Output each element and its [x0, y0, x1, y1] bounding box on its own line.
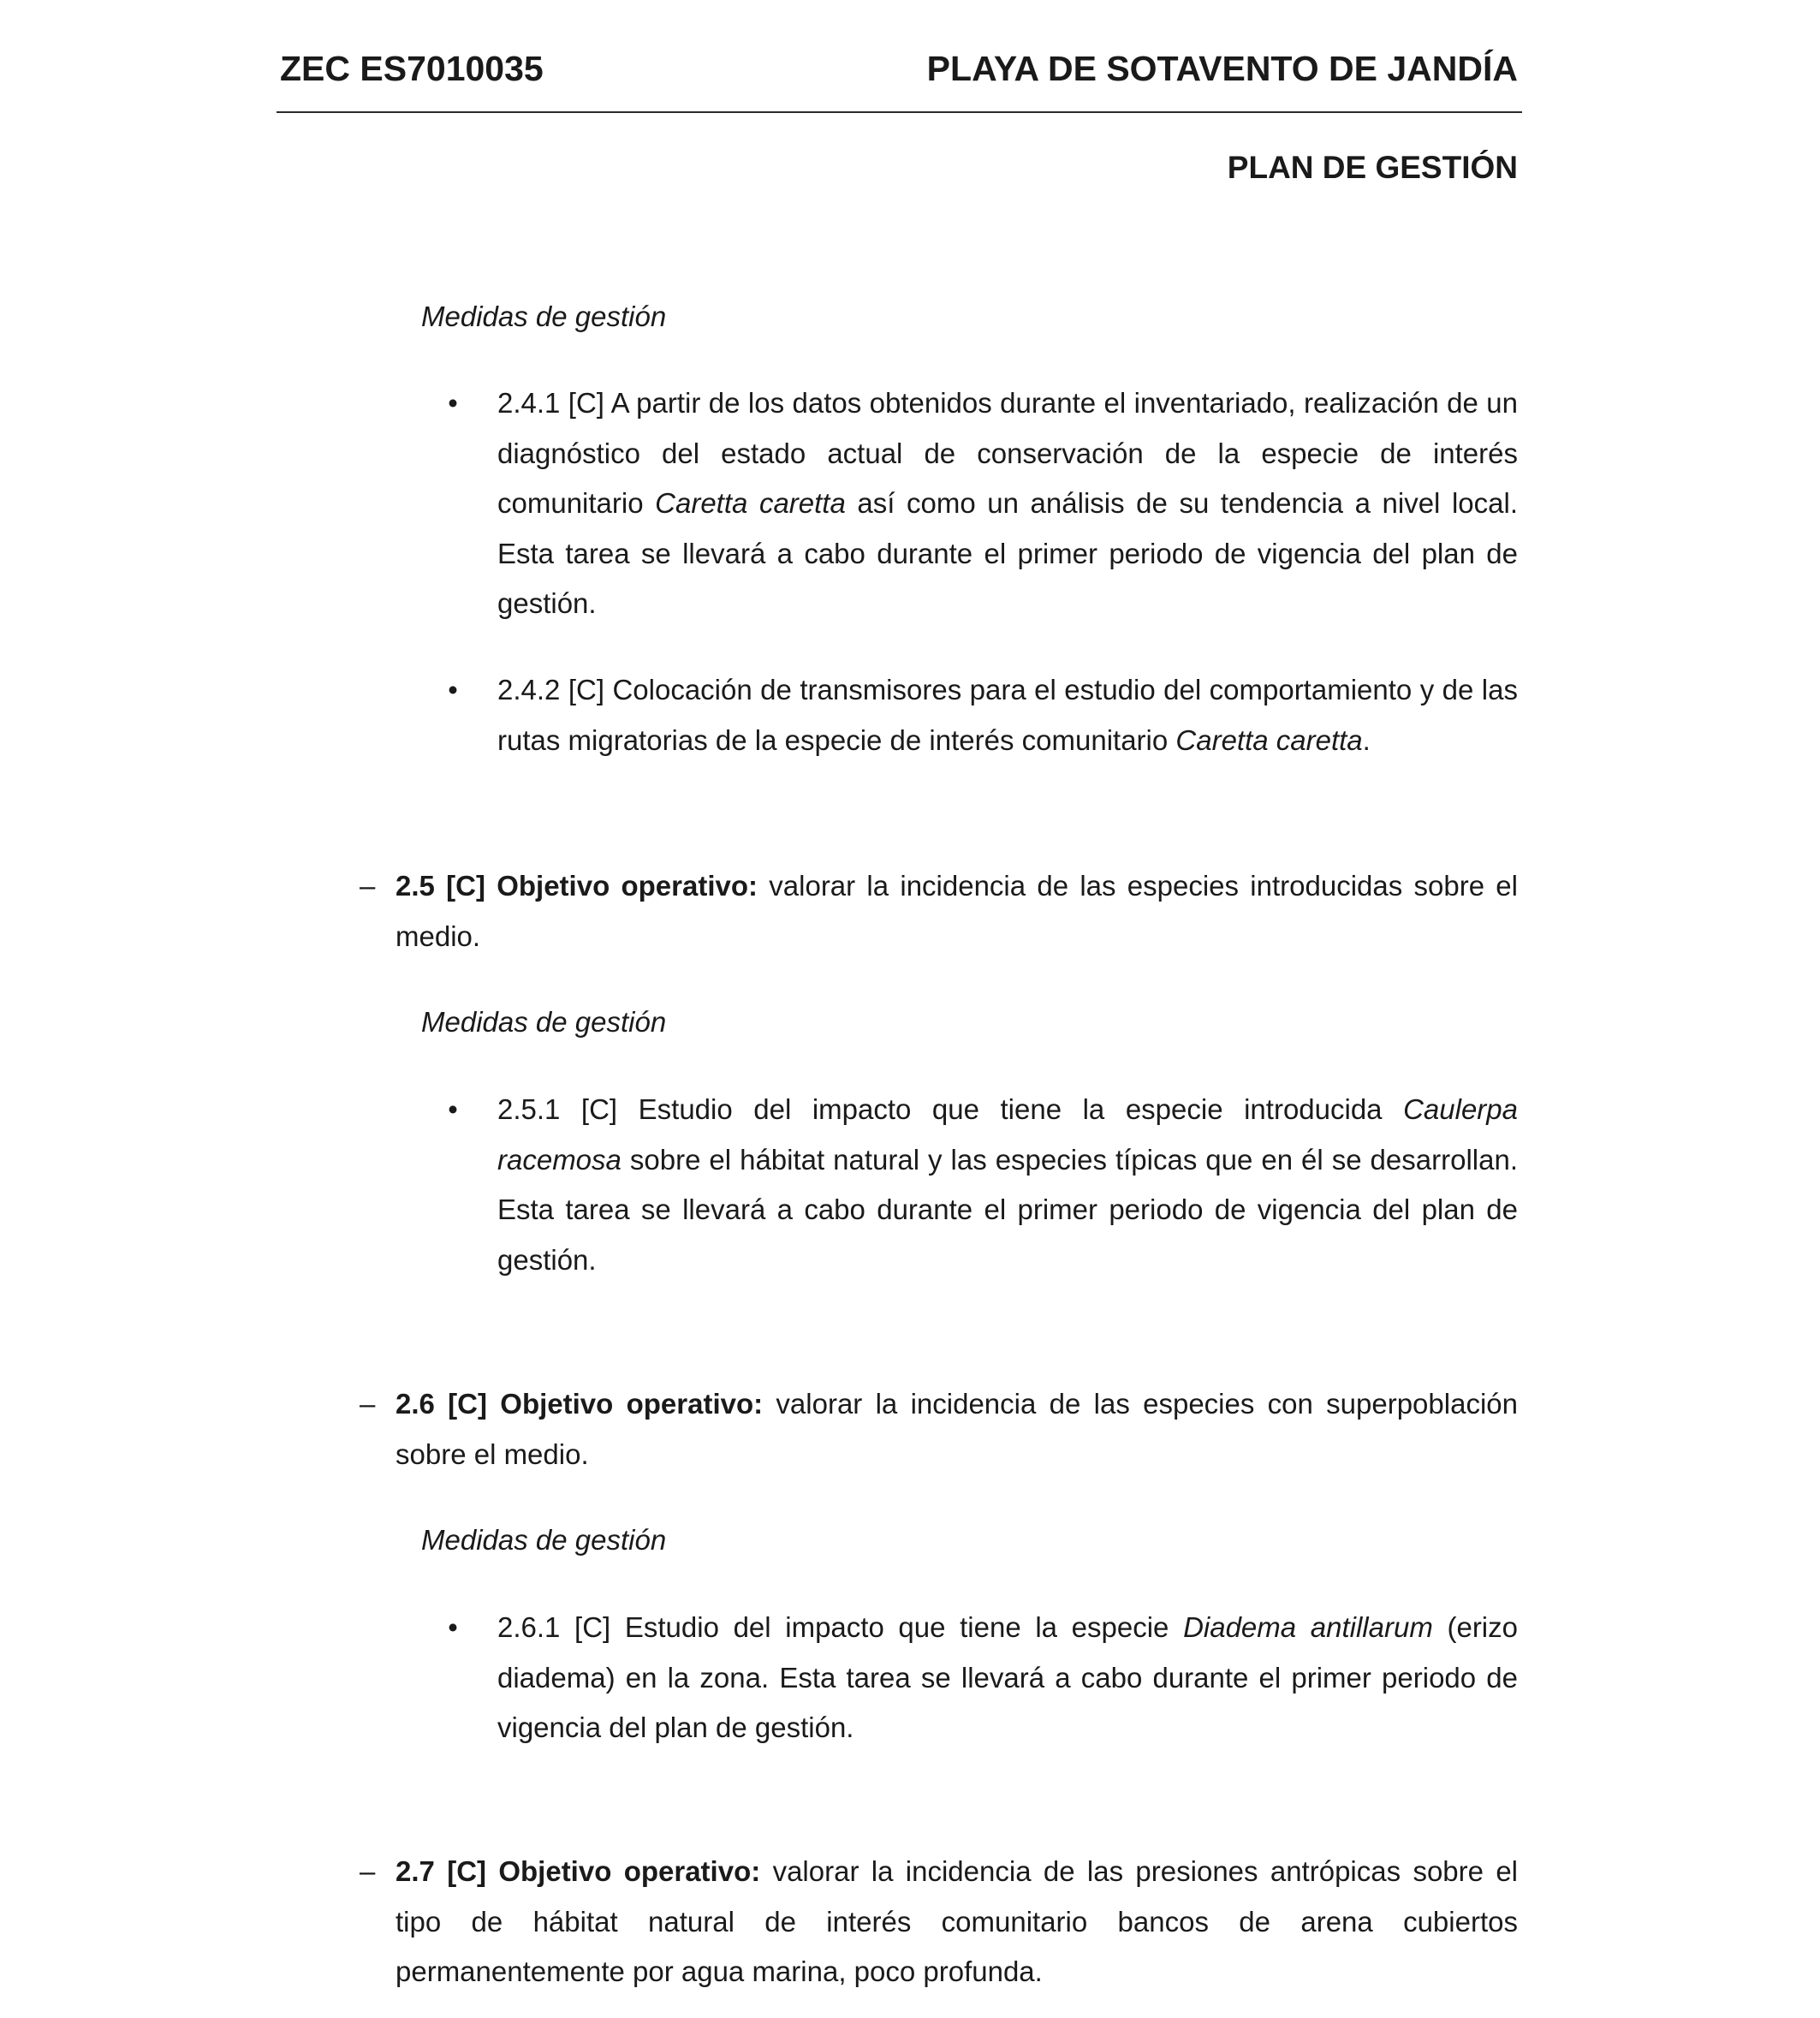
- measure-2-5-1-species: Caulerpa racemosa: [497, 1093, 1518, 1176]
- bullet-icon: •: [448, 387, 458, 419]
- objective-2-7-text: valorar la incidencia de las presiones antrópicas sobre el tipo de hábitat natural de interés comunitario bancos de arena cubiertos permanentemente por agua marina, poco profunda.: [396, 1855, 1519, 1987]
- header-divider: [277, 111, 1522, 113]
- header-site-code: ZEC ES7010035: [280, 49, 544, 88]
- medidas-heading-2-4: Medidas de gestión: [421, 301, 667, 332]
- measure-2-6-1-text-b: (erizo diadema) en la zona. Esta tarea se llevará a cabo durante el primer periodo de vigencia del plan de gestión.: [497, 1611, 1518, 1743]
- header-section-title: PLAN DE GESTIÓN: [1227, 150, 1518, 185]
- measure-2-4-2-text-b: .: [1362, 723, 1371, 756]
- measure-2-4-2-species: Caretta caretta: [1175, 723, 1363, 756]
- measure-2-6-1: [448, 1603, 1518, 1753]
- dash-icon: –: [360, 870, 376, 902]
- objective-2-6: [360, 1379, 1518, 1479]
- dash-icon: –: [360, 1855, 376, 1887]
- objective-2-6-label: 2.6 [C] Objetivo operativo:: [396, 1388, 764, 1420]
- objective-2-5-label: 2.5 [C] Objetivo operativo:: [396, 870, 758, 902]
- bullet-icon: •: [448, 1093, 458, 1125]
- header-site-name: PLAYA DE SOTAVENTO DE JANDÍA: [926, 49, 1518, 88]
- objective-2-5: [360, 861, 1518, 961]
- medidas-heading-2-6: Medidas de gestión: [421, 1524, 667, 1556]
- bullet-icon: •: [448, 1611, 458, 1643]
- objective-2-6-text: valorar la incidencia de las especies con superpoblación sobre el medio.: [396, 1388, 1518, 1470]
- measure-2-6-1-species: Diadema antillarum: [1183, 1611, 1433, 1643]
- objective-2-5-text: valorar la incidencia de las especies introducidas sobre el medio.: [396, 870, 1518, 952]
- objective-2-7: [360, 1847, 1519, 1997]
- measure-2-4-1-text-b: así como un análisis de su tendencia a nivel local. Esta tarea se llevará a cabo durante el primer periodo de vigencia del plan de gestión.: [497, 487, 1518, 619]
- measure-2-4-1-species: Caretta caretta: [655, 487, 846, 519]
- measure-2-6-1-text-a: 2.6.1 [C] Estudio del impacto que tiene la especie: [497, 1611, 1184, 1643]
- measure-2-5-1-text-b: sobre el hábitat natural y las especies típicas que en él se desarrollan. Esta tarea se llevará a cabo durante el primer periodo de vigencia del plan de gestión.: [497, 1143, 1518, 1276]
- measure-2-5-1: [448, 1085, 1518, 1285]
- measure-2-4-2-text-a: 2.4.2 [C] Colocación de transmisores para el estudio del comportamiento y de las rutas migratorias de la especie de interés comunitario: [497, 674, 1518, 756]
- medidas-heading-2-5: Medidas de gestión: [421, 1006, 667, 1038]
- dash-icon: –: [360, 1388, 376, 1420]
- bullet-icon: •: [448, 674, 458, 705]
- objective-2-7-label: 2.7 [C] Objetivo operativo:: [396, 1855, 761, 1887]
- measure-2-4-2: [448, 665, 1518, 765]
- measure-2-4-1: [448, 378, 1518, 629]
- measure-2-4-1-text-a: 2.4.1 [C] A partir de los datos obtenidos durante el inventariado, realización de un diagnóstico del estado actual de conservación de la especie de interés comunitario: [497, 387, 1518, 519]
- measure-2-5-1-text-a: 2.5.1 [C] Estudio del impacto que tiene la especie introducida: [497, 1093, 1404, 1125]
